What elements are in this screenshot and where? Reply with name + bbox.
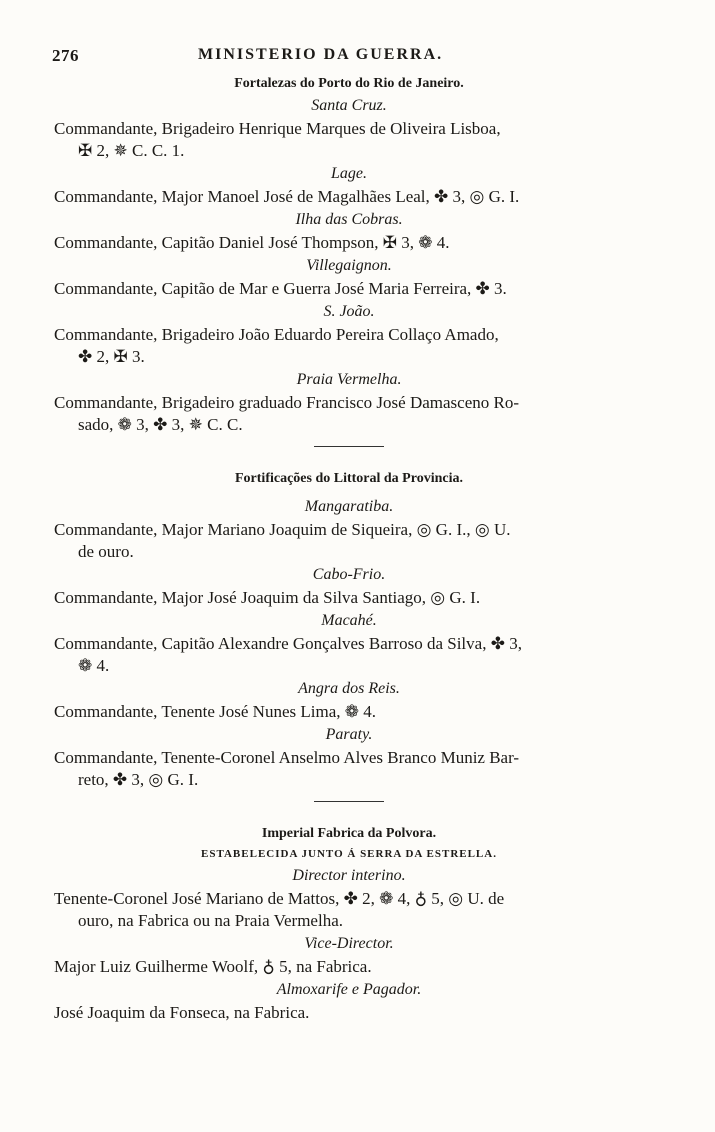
section-subtitle: ESTABELECIDA JUNTO Á SERRA DA ESTRELLA. [201, 848, 497, 860]
place-heading: Santa Cruz. [311, 97, 387, 114]
entry-line: Commandante, Capitão de Mar e Guerra José Maria Ferreira, ✤ 3. [54, 279, 507, 298]
entry-line: Major Luiz Guilherme Woolf, ♁ 5, na Fabrica. [54, 957, 372, 976]
section-divider [314, 801, 384, 802]
entry [54, 324, 644, 368]
entry [54, 278, 644, 300]
entry [54, 587, 644, 609]
section-title: Fortalezas do Porto do Rio de Janeiro. [234, 76, 464, 91]
entry-line: Commandante, Major Manoel José de Magalhães Leal, ✤ 3, ◎ G. I. [54, 187, 520, 206]
section-title: Imperial Fabrica da Polvora. [261, 826, 437, 841]
entry [54, 392, 644, 436]
entry [54, 888, 644, 932]
entry-line: Tenente-Coronel José Mariano de Mattos, ✤ 2, ❁ 4, ♁ 5, ◎ U. de [54, 889, 505, 908]
entry [54, 232, 644, 254]
place-heading: Villegaignon. [306, 257, 392, 274]
entry-line: de ouro. [78, 542, 134, 561]
entry-line: Commandante, Major José Joaquim da Silva Santiago, ◎ G. I. [54, 588, 481, 607]
entry [54, 186, 644, 208]
place-heading: S. João. [323, 303, 375, 320]
section-divider [314, 446, 384, 447]
entry-line: Commandante, Tenente José Nunes Lima, ❁ 4. [54, 702, 376, 721]
entry-line: Commandante, Tenente-Coronel Anselmo Alves Branco Muniz Bar- [54, 748, 520, 767]
place-heading: Ilha das Cobras. [295, 211, 403, 228]
page-header [52, 40, 642, 68]
entry-line: ✠ 2, ✵ C. C. 1. [78, 141, 185, 160]
entry [54, 1002, 644, 1024]
entry-line: Commandante, Brigadeiro graduado Francisco José Damasceno Ro- [54, 393, 520, 412]
entry [54, 747, 644, 791]
entry [54, 956, 644, 978]
place-heading: Almoxarife e Pagador. [276, 981, 422, 998]
entry-line: ouro, na Fabrica ou na Praia Vermelha. [78, 911, 343, 930]
entry [54, 633, 644, 677]
section-title: Fortificações do Littoral da Provincia. [235, 471, 463, 486]
entry-line: ✤ 2, ✠ 3. [78, 347, 145, 366]
entry-line: sado, ❁ 3, ✤ 3, ✵ C. C. [78, 415, 243, 434]
entry-line: Commandante, Brigadeiro Henrique Marques de Oliveira Lisboa, [54, 119, 501, 138]
entry-line: Commandante, Brigadeiro João Eduardo Pereira Collaço Amado, [54, 325, 499, 344]
entry-line: Commandante, Capitão Alexandre Gonçalves Barroso da Silva, ✤ 3, [54, 634, 522, 653]
place-heading: Director interino. [292, 867, 406, 884]
place-heading: Vice-Director. [304, 935, 394, 952]
place-heading: Macahé. [321, 612, 377, 629]
place-heading: Lage. [331, 165, 367, 182]
entry [54, 118, 644, 162]
entry-line: ❁ 4. [78, 656, 110, 675]
place-heading: Paraty. [325, 726, 373, 743]
page-number: 276 [52, 46, 79, 65]
place-heading: Cabo-Frio. [312, 566, 386, 583]
entry-line: Commandante, Major Mariano Joaquim de Siqueira, ◎ G. I., ◎ U. [54, 520, 511, 539]
entry [54, 519, 644, 563]
place-heading: Mangaratiba. [304, 498, 394, 515]
place-heading: Praia Vermelha. [296, 371, 402, 388]
page-body [54, 74, 644, 1024]
entry-line: Commandante, Capitão Daniel José Thompson, ✠ 3, ❁ 4. [54, 233, 450, 252]
entry-line: José Joaquim da Fonseca, na Fabrica. [54, 1003, 310, 1022]
entry-line: reto, ✤ 3, ◎ G. I. [78, 770, 199, 789]
place-heading: Angra dos Reis. [298, 680, 400, 697]
running-title: MINISTERIO DA GUERRA. [198, 46, 444, 63]
entry [54, 701, 644, 723]
